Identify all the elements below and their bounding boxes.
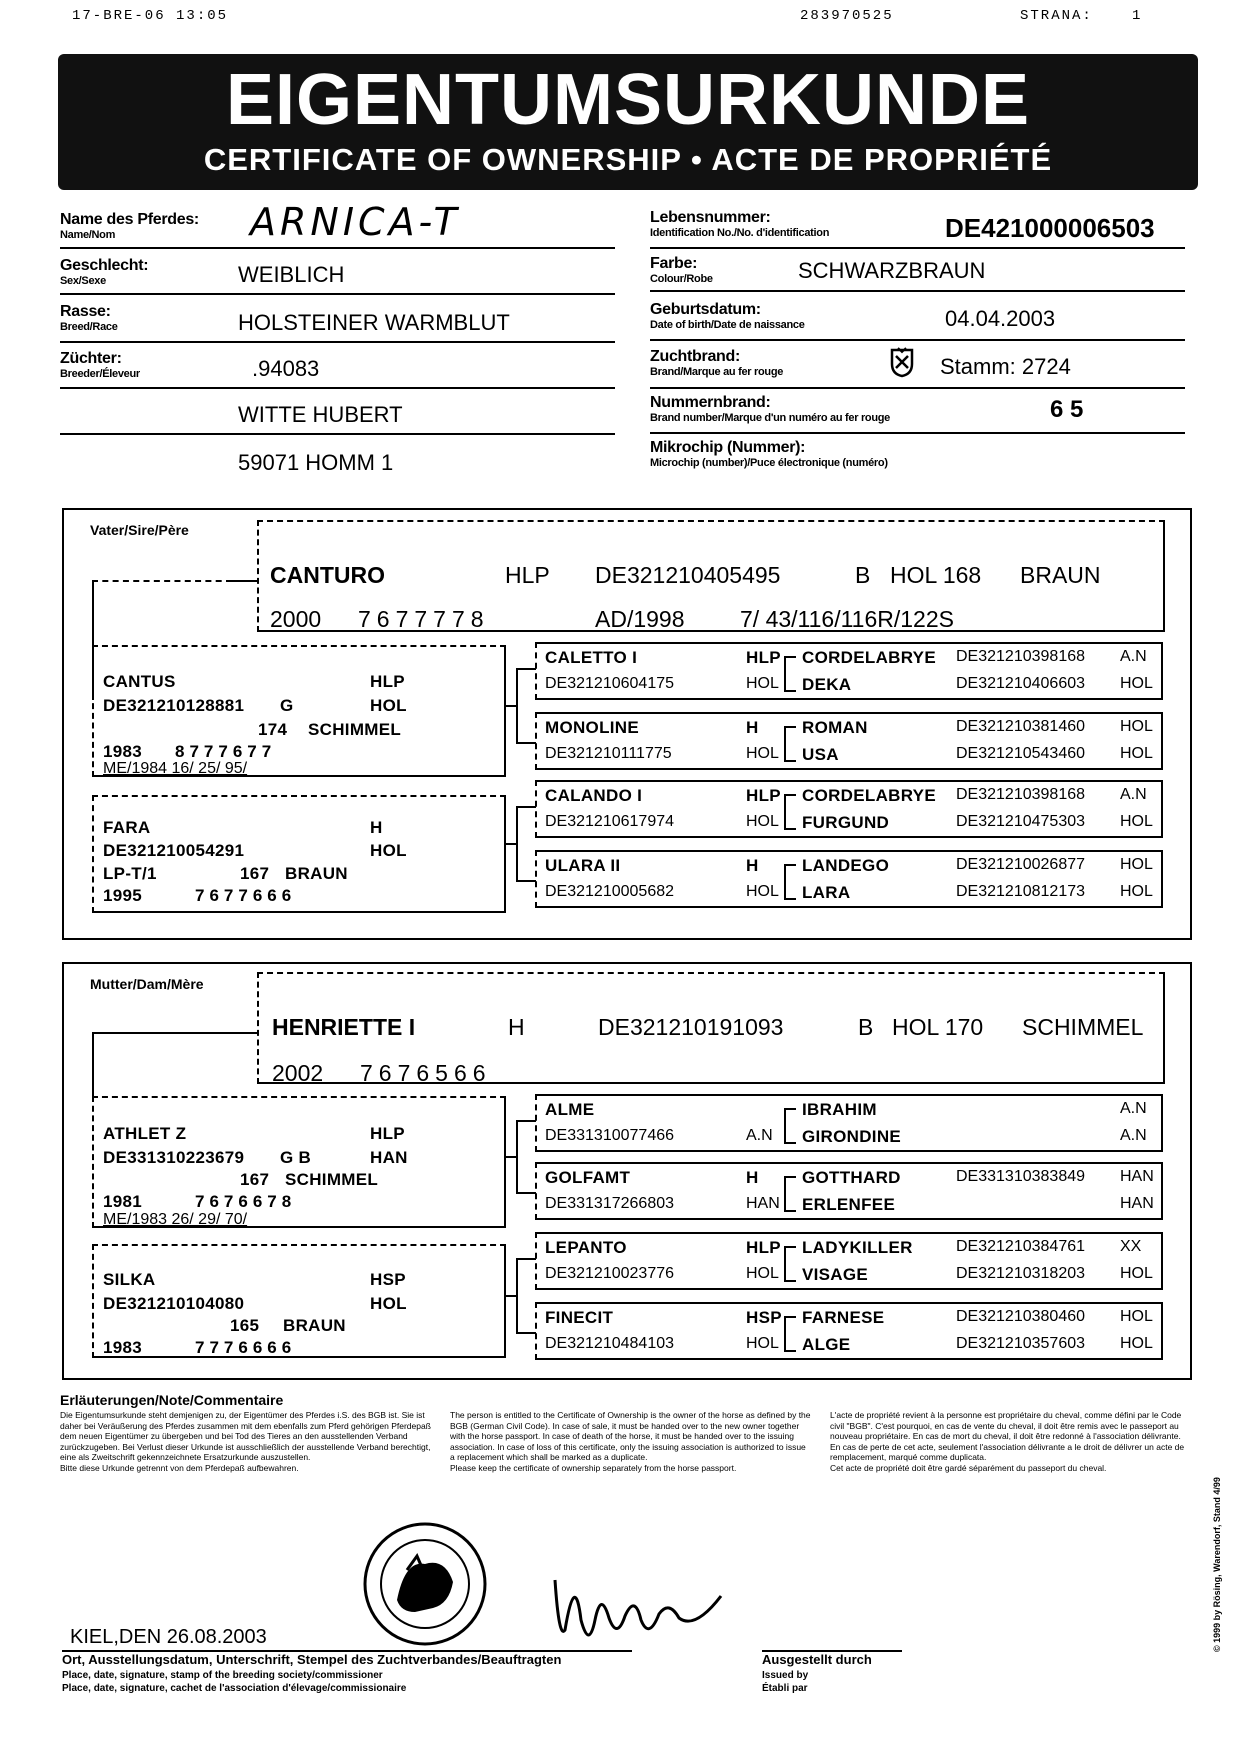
ggp-bottom-parent: ALGE [802, 1335, 851, 1354]
ggp-id: DE331310077466 [545, 1127, 675, 1144]
sire-gs2-id: DE321210054291 [103, 841, 245, 860]
dam-grade: H [508, 1014, 525, 1040]
breeder-number: .94083 [252, 356, 320, 381]
dam-gs1-grade: HLP [370, 1124, 405, 1143]
notes-heading: Erläuterungen/Note/Commentaire [60, 1392, 284, 1408]
ggp-top-parent: IBRAHIM [802, 1100, 877, 1119]
ggp-top-id: DE331310383849 [956, 1168, 1086, 1185]
ggp-bracket [784, 726, 796, 762]
notes-german: Die Eigentumsurkunde steht demjenigen zu, der Eigentümer des Pferdes i.S. des BGB ist. Sie ist daher bei Veräußerung des Pferdes zusammen mit dem ebenfalls zum Pferd gehörigen Pferdepaß dem neuen Eigentümer zu übergeben und bei Tod des Tieres an den ausstellenden Verband zurückzugeben. Bei Verlust dieser Urkunde ist ausschließlich der ausstellende Verband berechtigt, eine als Zweitschrift gekennzeichnete Ersatzurkunde auszustellen. Bitte diese Urkunde getrennt von dem Pferdepaß aufbewahren. [60, 1410, 431, 1473]
sire-gs2-code: 7677666 [195, 886, 297, 905]
sire-year: 2000 [270, 606, 322, 632]
divider [60, 433, 615, 435]
ggp-bracket [784, 656, 796, 692]
signature-label: Ort, Ausstellungsdatum, Unterschrift, Stempel des Zuchtverbandes/Beauftragten [62, 1652, 562, 1667]
ggp-top-stud: HOL [1120, 856, 1153, 873]
dam-id: DE321210191093 [598, 1014, 784, 1040]
notes-french: L'acte de propriété revient à la personne est propriétaire du cheval, comme défini par le Code civil "BGB". C'est pourquoi, en cas de vente du cheval, il doit être remis avec le passeport au nouveau propriétaire. En cas de mort du cheval, il doit être redonné à l'association délivrante. En cas de perte de cet acte, seulement l'association délivrante a le droit de délivrer un acte de remplacement, marqué comme duplicata. Cet acte de propriété doit être gardé séparément du passeport du cheval. [830, 1410, 1185, 1473]
ggp-stud: HOL [746, 675, 779, 692]
breeder-address: 59071 HOMM 1 [238, 450, 394, 475]
connector [505, 705, 517, 707]
connector [516, 1332, 536, 1334]
sire-gs1-colour: SCHIMMEL [308, 720, 402, 739]
label-microchip: Mikrochip (Nummer): Microchip (number)/Puce électronique (numéro) [650, 439, 888, 469]
ggp-name: GOLFAMT [545, 1168, 631, 1187]
label-life-number: Lebensnummer: Identification No./No. d'identification [650, 209, 830, 239]
dam-year: 2002 [272, 1060, 324, 1086]
sire-perf: AD/1998 [595, 606, 685, 632]
connector [516, 1258, 536, 1260]
issued-by-label: Ausgestellt durch [762, 1652, 872, 1667]
signature-label-fr: Place, date, signature, cachet de l'association d'élevage/commissionaire [62, 1683, 407, 1694]
connector [232, 580, 259, 582]
issued-by-label-fr: Établi par [762, 1683, 808, 1694]
association-stamp-icon [345, 1520, 505, 1653]
ggp-bottom-id: DE321210475303 [956, 813, 1086, 830]
dam-gs2-name: SILKA [103, 1270, 156, 1289]
dam-gs2-code: 7776666 [195, 1338, 297, 1357]
sire-colour: BRAUN [1020, 562, 1101, 588]
issued-by-label-en: Issued by [762, 1670, 809, 1681]
ggp-top-parent: GOTTHARD [802, 1168, 901, 1187]
ggp-top-stud: XX [1120, 1238, 1142, 1255]
sire-gs1-id: DE321210128881 [103, 696, 245, 715]
ggp-bracket [784, 1316, 796, 1352]
divider [60, 387, 615, 389]
ggp-name: ULARA II [545, 856, 621, 875]
sire-perf2: 7/ 43/116/116R/122S [740, 606, 954, 632]
dam-code: 7676566 [360, 1060, 492, 1086]
ggp-name: CALANDO I [545, 786, 643, 805]
dam-gs1-id: DE331310223679 [103, 1148, 245, 1167]
dam-gs1-colour: SCHIMMEL [285, 1170, 379, 1189]
connector [516, 806, 536, 808]
signature-icon [545, 1560, 725, 1655]
label-dob: Geburtsdatum: Date of birth/Date de naissance [650, 301, 805, 331]
sire-gs2-name: FARA [103, 818, 151, 837]
ggp-bottom-stud: HOL [1120, 1265, 1153, 1282]
ggp-name: LEPANTO [545, 1238, 627, 1257]
divider [60, 293, 615, 295]
ggp-bottom-stud: HOL [1120, 813, 1153, 830]
sire-gs1-code: 8777677 [175, 742, 277, 761]
ggp-id: DE321210617974 [545, 813, 675, 830]
document-subtitle: CERTIFICATE OF OWNERSHIP • ACTE DE PROPRIÉTÉ [203, 142, 1053, 177]
connector [505, 1295, 517, 1297]
colour-value: SCHWARZBRAUN [798, 258, 986, 283]
label-number-brand: Nummernbrand: Brand number/Marque d'un numéro au fer rouge [650, 394, 890, 424]
divider [650, 387, 1185, 389]
ggp-top-id: DE321210398168 [956, 786, 1086, 803]
ggp-bottom-stud: HOL [1120, 1335, 1153, 1352]
dam-gs1-height: 167 [240, 1170, 270, 1189]
number-brand-value: 6 5 [1050, 396, 1084, 423]
ggp-top-id: DE321210384761 [956, 1238, 1086, 1255]
divider [650, 290, 1185, 292]
ggp-top-stud: HOL [1120, 1308, 1153, 1325]
connector [516, 1120, 536, 1122]
sire-grade: HLP [505, 562, 550, 588]
divider [60, 247, 615, 249]
divider [60, 341, 615, 343]
sire-gs2-height: 167 [240, 864, 270, 883]
ggp-name: ALME [545, 1100, 595, 1119]
fax-page-number: 1 [1132, 8, 1143, 24]
connector [92, 1032, 94, 1098]
label-breed: Rasse: Breed/Race [60, 303, 118, 333]
ggp-bottom-stud: HOL [1120, 883, 1153, 900]
fax-timestamp: 17-BRE-06 13:05 [72, 8, 229, 24]
ggp-bottom-id: DE321210812173 [956, 883, 1086, 900]
dam-gs1-stud: HAN [370, 1148, 408, 1167]
brand-mark-icon [888, 346, 916, 383]
title-banner [58, 54, 1198, 190]
ggp-name: MONOLINE [545, 718, 640, 737]
ggp-bottom-parent: DEKA [802, 675, 852, 694]
dob-value: 04.04.2003 [945, 306, 1056, 331]
dam-gs1-perf: ME/1983 26/ 29/ 70/ [103, 1211, 248, 1228]
ggp-name: FINECIT [545, 1308, 614, 1327]
fax-page-label: STRANA: [1020, 8, 1093, 24]
sire-code: 7677778 [358, 606, 490, 632]
ggp-grade: H [746, 856, 759, 875]
sire-gs2-perf: LP-T/1 [103, 864, 157, 883]
ggp-top-id: DE321210380460 [956, 1308, 1086, 1325]
ggp-bottom-parent: GIRONDINE [802, 1127, 902, 1146]
sire-id: DE321210405495 [595, 562, 781, 588]
dam-name: HENRIETTE I [272, 1014, 416, 1040]
sire-gs1-grade: HLP [370, 672, 405, 691]
sire-gs1-stud: HOL [370, 696, 407, 715]
label-sex: Geschlecht: Sex/Sexe [60, 257, 149, 287]
sire-label: Vater/Sire/Père [90, 522, 189, 538]
ggp-bottom-parent: ERLENFEE [802, 1195, 896, 1214]
ggp-id: DE331317266803 [545, 1195, 675, 1212]
ggp-bracket [784, 864, 796, 900]
sire-gs1-height: 174 [258, 720, 288, 739]
document-title: EIGENTUMSURKUNDE [225, 60, 1031, 140]
connector [516, 880, 536, 882]
ggp-stud: HAN [746, 1195, 780, 1212]
horse-name-value: ARNICA-T [250, 200, 461, 244]
ggp-stud: A.N [746, 1127, 773, 1144]
sire-gs2-stud: HOL [370, 841, 407, 860]
divider [650, 339, 1185, 341]
ggp-stud: HOL [746, 1265, 779, 1282]
ggp-bottom-stud: HAN [1120, 1195, 1154, 1212]
label-breeder: Züchter: Breeder/Éleveur [60, 350, 140, 380]
sire-gs2-grade: H [370, 818, 383, 837]
label-horse-name: Name des Pferdes: Name/Nom [60, 211, 199, 241]
ggp-top-parent: CORDELABRYE [802, 648, 936, 667]
ggp-top-stud: A.N [1120, 1100, 1147, 1117]
ggp-id: DE321210604175 [545, 675, 675, 692]
sire-gs1-name: CANTUS [103, 672, 176, 691]
connector [505, 1156, 517, 1158]
connector [516, 742, 536, 744]
breed-value: HOLSTEINER WARMBLUT [238, 310, 510, 335]
ggp-top-stud: A.N [1120, 786, 1147, 803]
life-number-value: DE421000006503 [945, 213, 1155, 243]
dam-gs2-grade: HSP [370, 1270, 406, 1289]
ggp-top-parent: CORDELABRYE [802, 786, 936, 805]
dam-gs2-height: 165 [230, 1316, 260, 1335]
place-date: KIEL,DEN 26.08.2003 [70, 1626, 267, 1648]
ggp-stud: HOL [746, 883, 779, 900]
ggp-grade: H [746, 718, 759, 737]
connector [92, 580, 232, 584]
ggp-bottom-parent: USA [802, 745, 839, 764]
dam-gs1-name: ATHLET Z [103, 1124, 187, 1143]
ggp-id: DE321210023776 [545, 1265, 675, 1282]
ggp-top-id: DE321210398168 [956, 648, 1086, 665]
ggp-stud: HOL [746, 813, 779, 830]
ggp-id: DE321210484103 [545, 1335, 675, 1352]
dam-gs2-stud: HOL [370, 1294, 407, 1313]
ggp-bottom-id: DE321210318203 [956, 1265, 1086, 1282]
dam-gs2-year: 1983 [103, 1338, 143, 1357]
connector [92, 1032, 259, 1034]
ggp-grade: HLP [746, 648, 781, 667]
ggp-top-stud: A.N [1120, 648, 1147, 665]
brand-value: Stamm: 2724 [940, 354, 1071, 379]
ggp-bottom-parent: LARA [802, 883, 851, 902]
ggp-bottom-stud: HOL [1120, 745, 1153, 762]
ggp-grade: HSP [746, 1308, 782, 1327]
ggp-id: DE321210005682 [545, 883, 675, 900]
ggp-stud: HOL [746, 1335, 779, 1352]
label-colour: Farbe: Colour/Robe [650, 255, 713, 285]
dam-colour: SCHIMMEL [1022, 1014, 1144, 1040]
divider [650, 247, 1185, 249]
ggp-bottom-parent: VISAGE [802, 1265, 869, 1284]
ggp-top-parent: ROMAN [802, 718, 868, 737]
ggp-top-parent: FARNESE [802, 1308, 885, 1327]
dam-stud: HOL 170 [892, 1014, 984, 1040]
divider [650, 432, 1185, 434]
connector [505, 843, 517, 845]
fax-number: 283970525 [800, 8, 894, 24]
ggp-grade: H [746, 1168, 759, 1187]
breeder-name: WITTE HUBERT [238, 402, 403, 427]
dam-b: B [858, 1014, 874, 1040]
sex-value: WEIBLICH [238, 262, 345, 287]
dam-gs2-id: DE321210104080 [103, 1294, 245, 1313]
ggp-bracket [784, 1108, 796, 1144]
sire-gs1-year: 1983 [103, 742, 143, 761]
notes-english: The person is entitled to the Certificate of Ownership is the owner of the horse as defined by the BGB (German Civil Code). In case of sale, it must be handed over to the new owner together with the horse passport. In case of death of the horse, it must be handed over to the issuing association. In case of loss of this certificate, only the issuing association is authorized to issue a replacement which shall be marked as a duplicate. Please keep the certificate of ownership separately from the horse passport. [450, 1410, 811, 1473]
ggp-bottom-stud: HOL [1120, 675, 1153, 692]
connector [516, 1192, 536, 1194]
sire-name: CANTURO [270, 562, 385, 588]
dam-gs2-colour: BRAUN [283, 1316, 346, 1335]
ggp-grade: HLP [746, 1238, 781, 1257]
ggp-name: CALETTO I [545, 648, 638, 667]
sire-b: B [855, 562, 871, 588]
ggp-bracket [784, 1176, 796, 1212]
ggp-bottom-id: DE321210406603 [956, 675, 1086, 692]
dam-gs1-code: 7676678 [195, 1192, 297, 1211]
ggp-bottom-id: DE321210357603 [956, 1335, 1086, 1352]
ggp-bracket [784, 1246, 796, 1282]
sire-gs2-year: 1995 [103, 886, 143, 905]
ggp-id: DE321210111775 [545, 745, 672, 762]
ggp-top-parent: LANDEGO [802, 856, 890, 875]
sire-gs1-perf: ME/1984 16/ 25/ 95/ [103, 760, 248, 777]
ggp-grade: HLP [746, 786, 781, 805]
ggp-bottom-id: DE321210543460 [956, 745, 1086, 762]
sire-gs1-g: G [280, 696, 294, 715]
ggp-bottom-stud: A.N [1120, 1127, 1147, 1144]
ggp-top-stud: HOL [1120, 718, 1153, 735]
dam-label: Mutter/Dam/Mère [90, 976, 204, 992]
dam-gs1-g: G B [280, 1148, 312, 1167]
ggp-top-stud: HAN [1120, 1168, 1154, 1185]
sire-stud: HOL 168 [890, 562, 982, 588]
dam-gs1-year: 1981 [103, 1192, 143, 1211]
signature-label-en: Place, date, signature, stamp of the breeding society/commissioner [62, 1670, 383, 1681]
ggp-top-id: DE321210381460 [956, 718, 1086, 735]
label-brand: Zuchtbrand: Brand/Marque au fer rouge [650, 348, 784, 378]
connector [516, 668, 536, 670]
ggp-bracket [784, 794, 796, 830]
ggp-top-parent: LADYKILLER [802, 1238, 913, 1257]
ggp-bottom-parent: FURGUND [802, 813, 890, 832]
copyright-note: © 1999 by Rösing, Warendorf, Stand 4/99 [1212, 1477, 1222, 1652]
sire-gs2-colour: BRAUN [285, 864, 348, 883]
ggp-top-id: DE321210026877 [956, 856, 1086, 873]
ggp-stud: HOL [746, 745, 779, 762]
